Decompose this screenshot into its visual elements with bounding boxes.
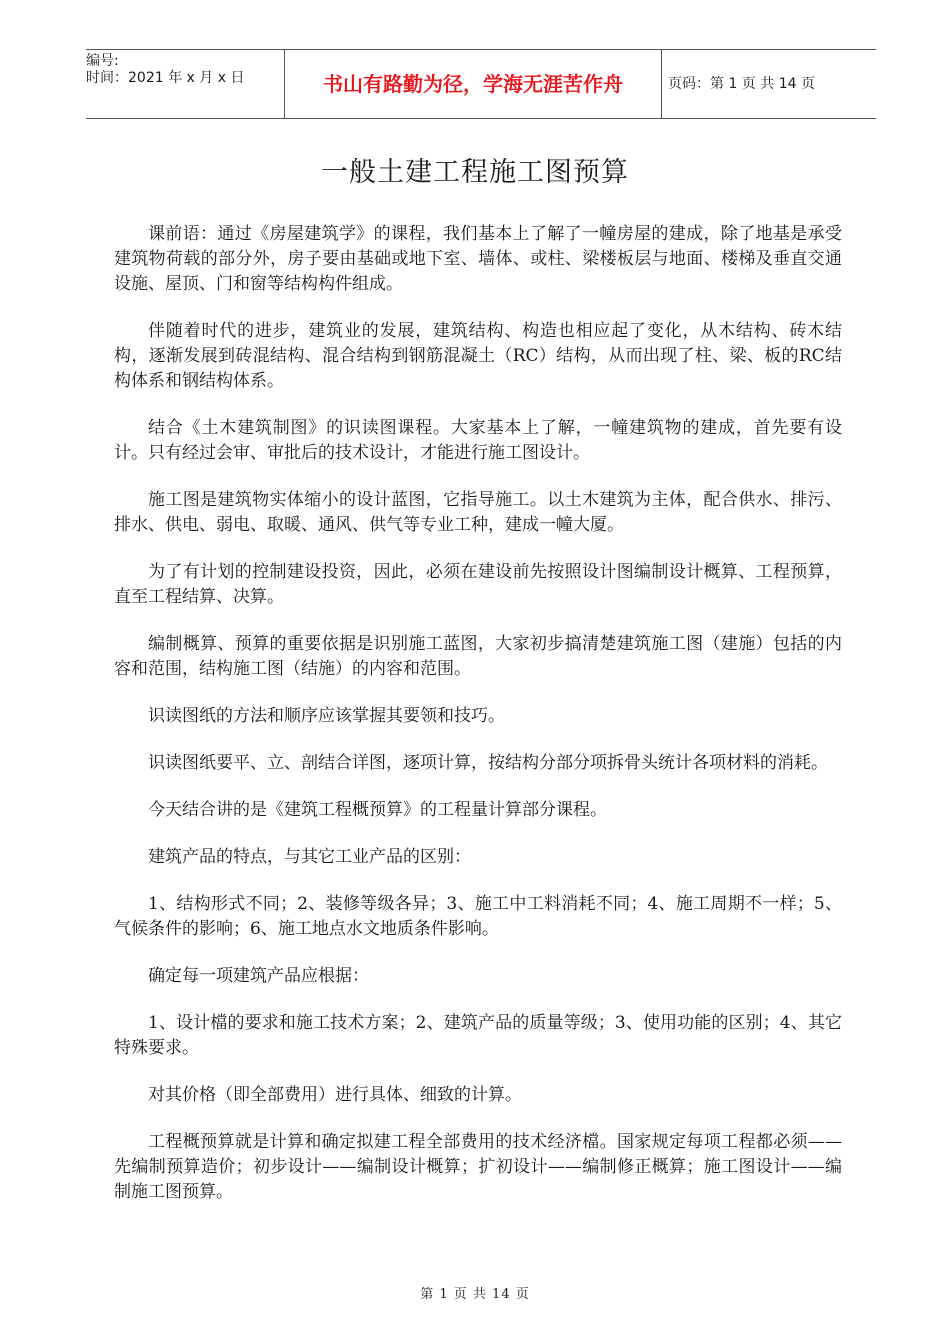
paragraph: 课前语：通过《房屋建筑学》的课程，我们基本上了解了一幢房屋的建成，除了地基是承受建筑物荷载的部分外，房子要由基础或地下室、墙体、或柱、梁楼板层与地面、楼梯及垂直交通设施、屋顶、门和窗等结构构件组成。 bbox=[114, 224, 842, 294]
header-page-info: 页码：第 1 页 共 14 页 bbox=[668, 76, 815, 92]
paragraph: 结合《土木建筑制图》的识读图课程。大家基本上了解，一幢建筑物的建成，首先要有设计。只有经过会审、审批后的技术设计，才能进行施工图设计。 bbox=[114, 418, 842, 463]
paragraph: 工程概预算就是计算和确定拟建工程全部费用的技术经济檔。国家规定每项工程都必须——先编制预算造价；初步设计——编制设计概算；扩初设计——编制修正概算；施工图设计——编制施工图预算。 bbox=[114, 1132, 842, 1202]
paragraph: 1、结构形式不同；2、装修等级各异；3、施工中工料消耗不同；4、施工周期不一样；5、气候条件的影响；6、施工地点水文地质条件影响。 bbox=[114, 894, 842, 939]
paragraph: 识读图纸的方法和顺序应该掌握其要领和技巧。 bbox=[148, 706, 505, 726]
header-meta bbox=[86, 50, 284, 118]
paragraph: 今天结合讲的是《建筑工程概预算》的工程量计算部分课程。 bbox=[148, 800, 607, 820]
paragraph: 施工图是建筑物实体缩小的设计蓝图，它指导施工。以土木建筑为主体，配合供水、排污、排水、供电、弱电、取暖、通风、供气等专业工种，建成一幢大厦。 bbox=[114, 490, 842, 535]
page-header bbox=[86, 49, 876, 119]
paragraph: 为了有计划的控制建设投资，因此，必须在建设前先按照设计图编制设计概算、工程预算，直至工程结算、决算。 bbox=[114, 562, 842, 607]
document-time-label: 时间：2021 年 x 月 x 日 bbox=[86, 70, 245, 86]
paragraph: 伴随着时代的进步，建筑业的发展，建筑结构、构造也相应起了变化，从木结构、砖木结构，逐渐发展到砖混结构、混合结构到钢筋混凝土（RC）结构，从而出现了柱、梁、板的RC结构体系和钢结构体系。 bbox=[114, 321, 842, 391]
header-motto: 书山有路勤为径，学海无涯苦作舟 bbox=[284, 50, 662, 118]
paragraph: 对其价格（即全部费用）进行具体、细致的计算。 bbox=[148, 1085, 522, 1105]
document-number-label: 编号: bbox=[86, 53, 119, 69]
page-footer: 第 1 页 共 14 页 bbox=[420, 1287, 530, 1302]
paragraph: 编制概算、预算的重要依据是识别施工蓝图，大家初步搞清楚建筑施工图（建施）包括的内容和范围，结构施工图（结施）的内容和范围。 bbox=[114, 634, 842, 679]
paragraph: 识读图纸要平、立、剖结合详图，逐项计算，按结构分部分项拆骨头统计各项材料的消耗。 bbox=[148, 753, 828, 773]
paragraph: 建筑产品的特点，与其它工业产品的区别： bbox=[148, 847, 471, 867]
paragraph: 确定每一项建筑产品应根据： bbox=[148, 966, 369, 986]
document-title: 一般土建工程施工图预算 bbox=[321, 157, 629, 188]
paragraph: 1、设计檔的要求和施工技术方案；2、建筑产品的质量等级；3、使用功能的区别；4、其它特殊要求。 bbox=[114, 1013, 842, 1058]
document-body bbox=[114, 222, 842, 1227]
